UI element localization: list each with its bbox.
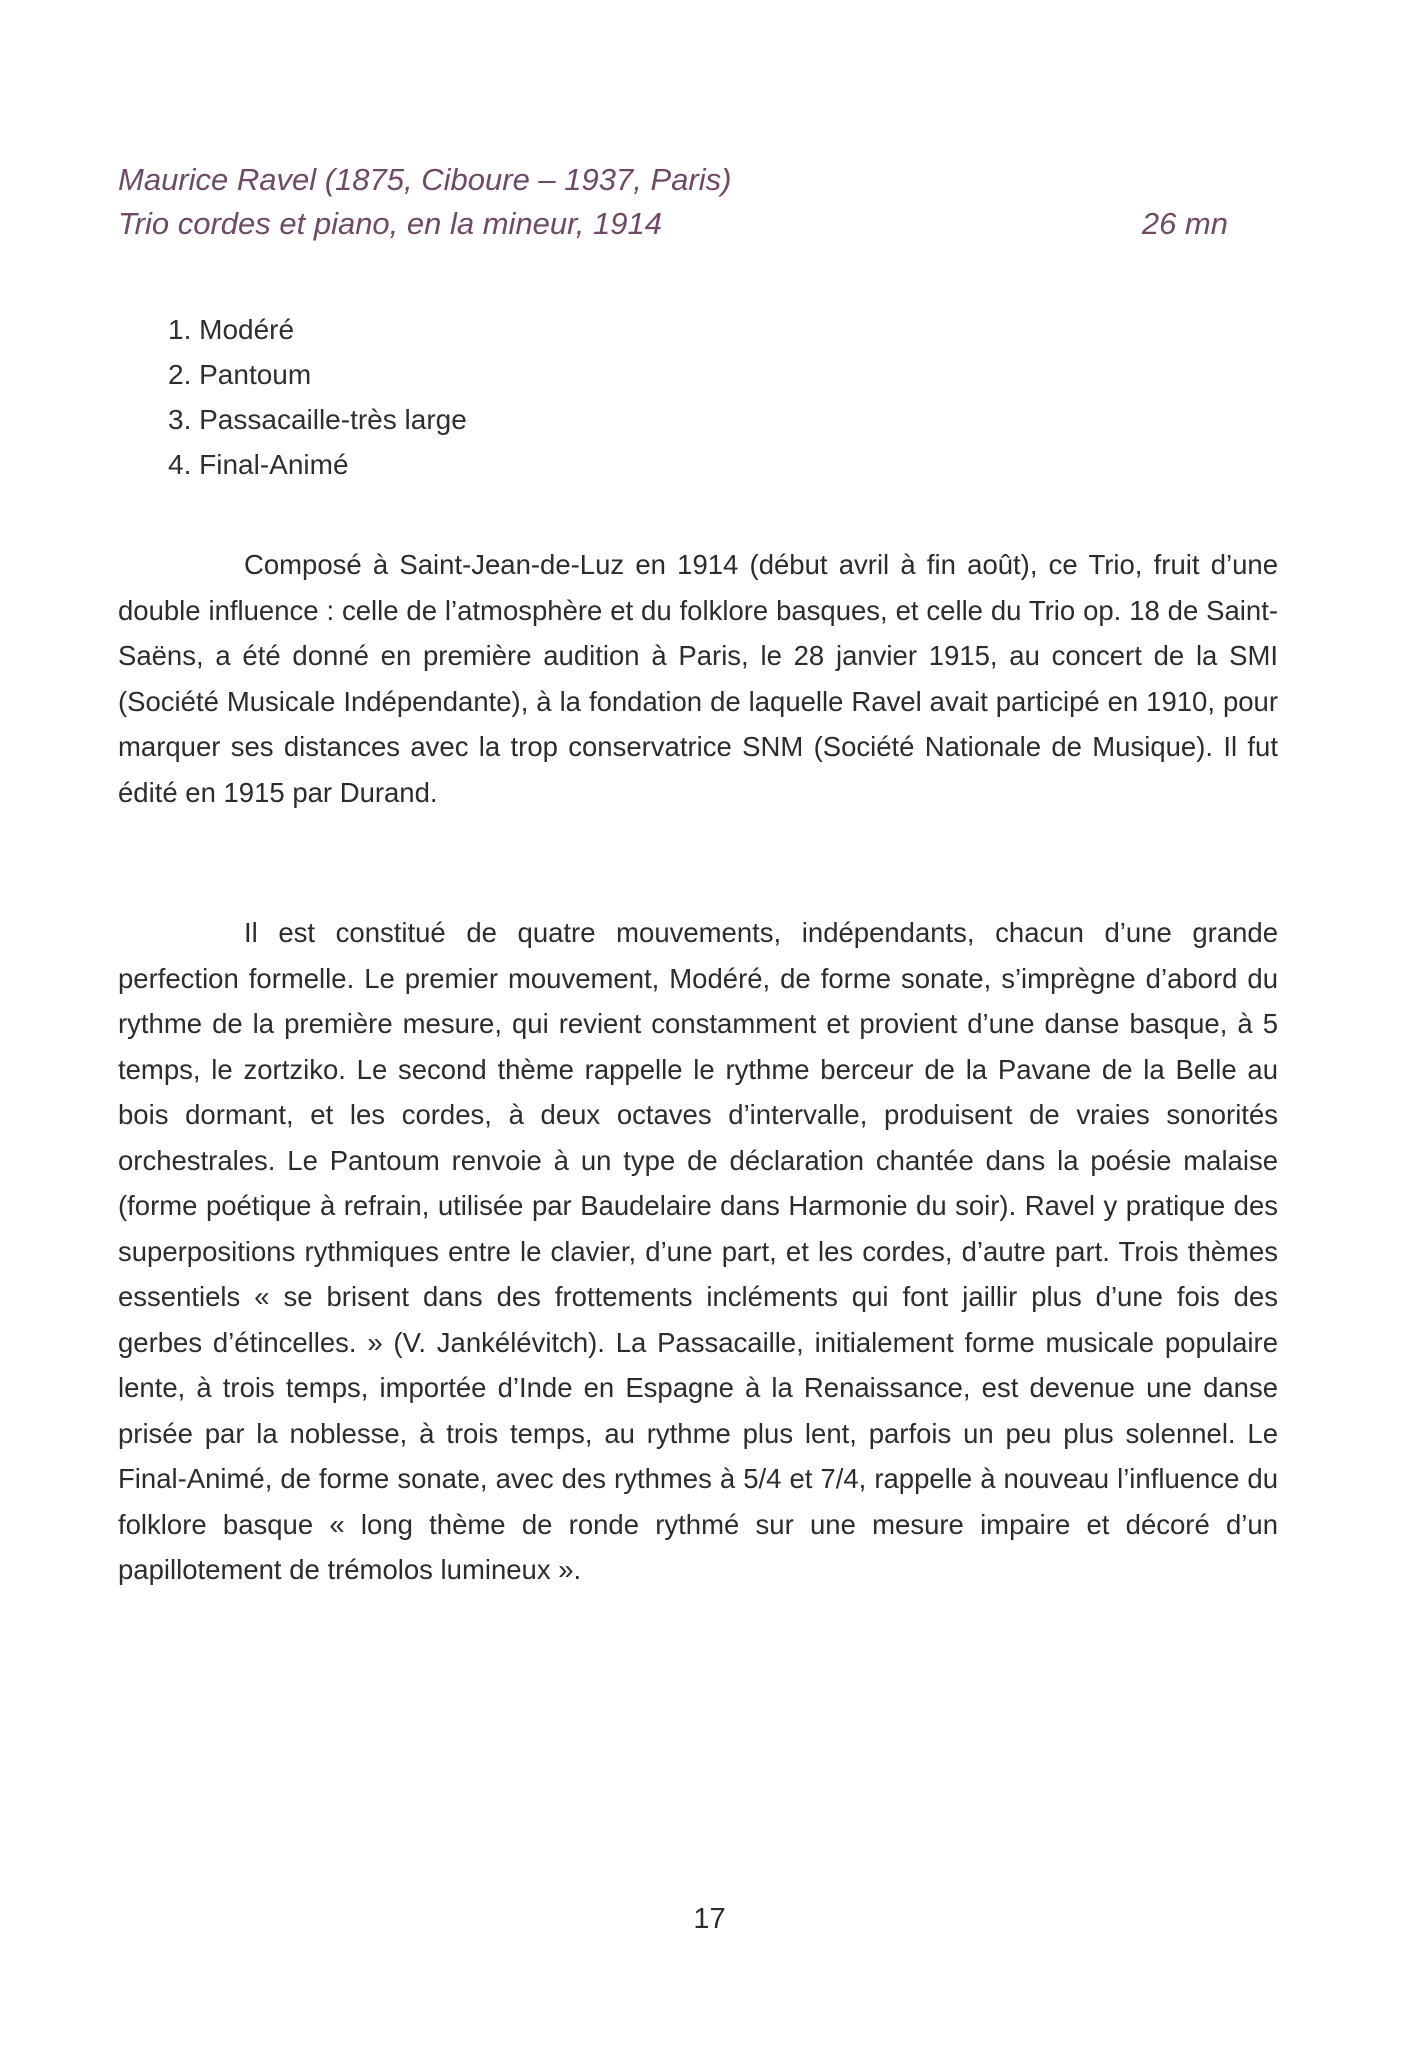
paragraph-movements [118, 910, 1278, 1593]
work-duration: 26 mn [1141, 206, 1228, 241]
paragraph-text: Composé à Saint-Jean-de-Luz en 1914 (début avril à fin août), ce Trio, fruit d’une double influence : celle de l’atmosphère et du folklore basques, et celle du Trio op. 18 de Saint-Saëns, a été donné en première audition à Paris, le 28 janvier 1915, au concert de la SMI (Société Musicale Indépendante), à la fondation de laquelle Ravel avait participé en 1910, pour marquer ses distances avec la trop conservatrice SNM (Société Nationale de Musique). Il fut édité en 1915 par Durand. [118, 549, 1278, 808]
page-number: 17 [693, 1903, 726, 1935]
work-header [118, 158, 1228, 246]
work-title: Trio cordes et piano, en la mineur, 1914 [118, 206, 662, 241]
composer-name: Maurice Ravel (1875, Ciboure – 1937, Paris) [118, 162, 732, 197]
movement-item: 4. Final-Animé [168, 449, 349, 480]
paragraph-composition [118, 542, 1278, 815]
movement-list [168, 307, 467, 487]
paragraph-text: Il est constitué de quatre mouvements, indépendants, chacun d’une grande perfection formelle. Le premier mouvement, Modéré, de forme sonate, s’imprègne d’abord du rythme de la première mesure, qui revient constamment et provient d’une danse basque, à 5 temps, le zortziko. Le second thème rappelle le rythme berceur de la Pavane de la Belle au bois dormant, et les cordes, à deux octaves d’intervalle, produisent de vraies sonorités orchestrales. Le Pantoum renvoie à un type de déclaration chantée dans la poésie malaise (forme poétique à refrain, utilisée par Baudelaire dans Harmonie du soir). Ravel y pratique des superpositions rythmiques entre le clavier, d’une part, et les cordes, d’autre part. Trois thèmes essentiels « se brisent dans des frottements incléments qui font jaillir plus d’une fois des gerbes d’étincelles. » (V. Jankélévitch). La Passacaille, initialement forme musicale populaire lente, à trois temps, importée d’Inde en Espagne à la Renaissance, est devenue une danse prisée par la noblesse, à trois temps, au rythme plus lent, parfois un peu plus solennel. Le Final-Animé, de forme sonate, avec des rythmes à 5/4 et 7/4, rappelle à nouveau l’influence du folklore basque « long thème de ronde rythmé sur une mesure impaire et décoré d’un papillotement de trémolos lumineux ». [118, 917, 1278, 1585]
movement-item: 2. Pantoum [168, 359, 312, 390]
movement-item: 1. Modéré [168, 314, 295, 345]
composer-line [118, 158, 1228, 202]
work-title-line [118, 202, 1228, 246]
movement-item: 3. Passacaille-très large [168, 404, 467, 435]
